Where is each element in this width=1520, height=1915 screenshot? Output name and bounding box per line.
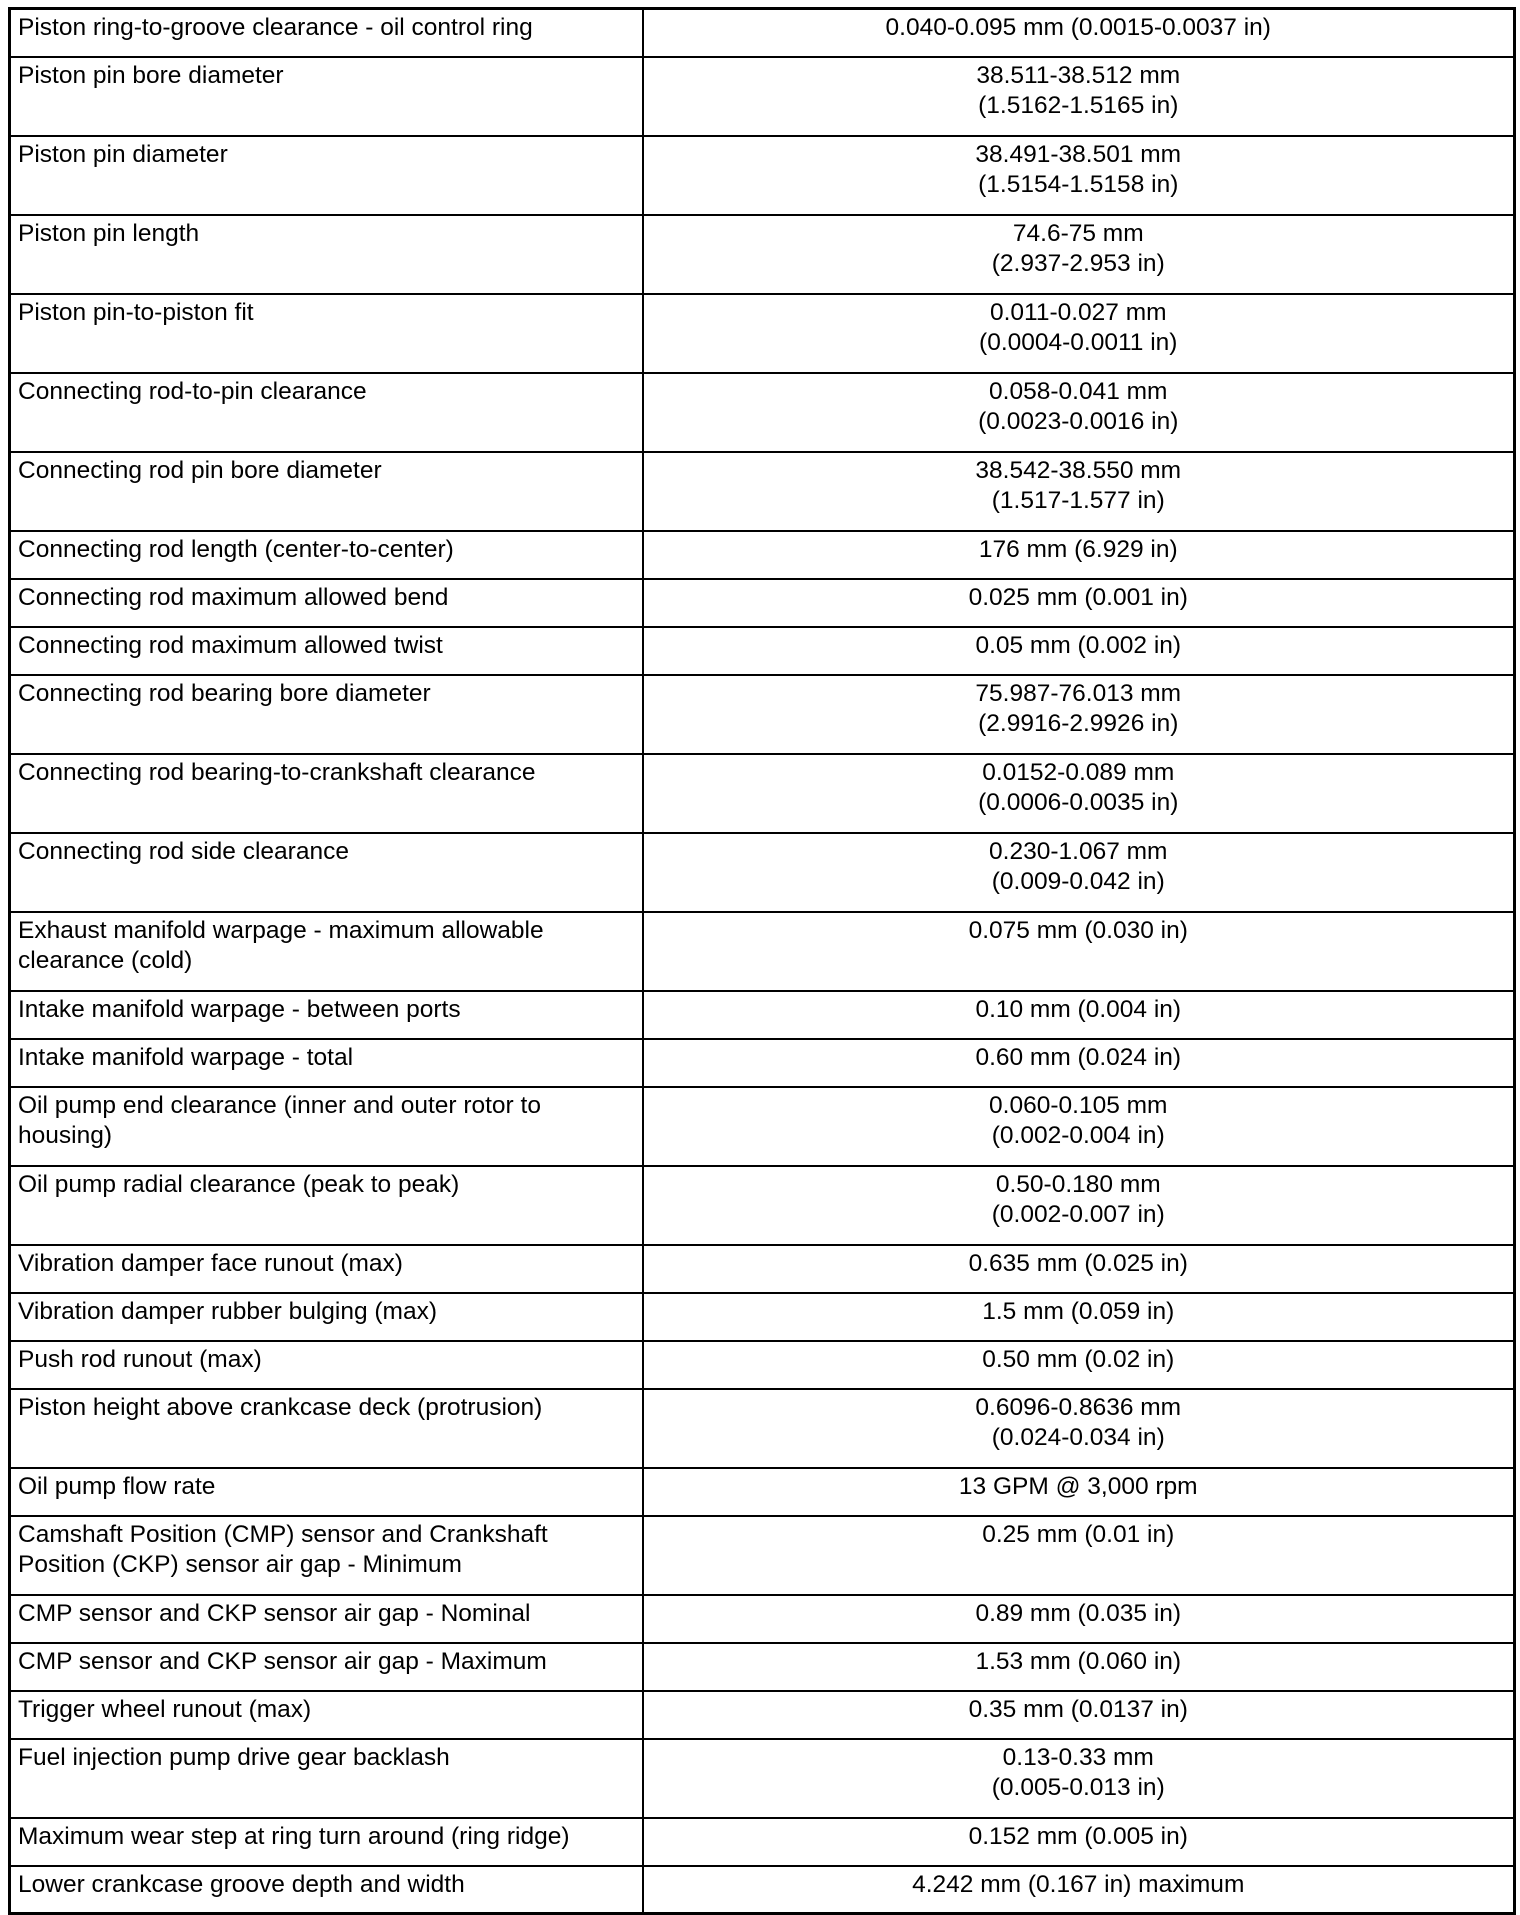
spec-parameter-label: Connecting rod maximum allowed twist: [18, 631, 443, 659]
table-row: [10, 1516, 1515, 1595]
spec-parameter-cell: [10, 991, 643, 1039]
table-row: [10, 1818, 1515, 1866]
spec-parameter-label: Piston pin diameter: [18, 140, 228, 168]
spec-value-line: 0.635 mm (0.025 in): [968, 1249, 1188, 1277]
spec-value-line: 0.058-0.041 mm: [989, 377, 1168, 405]
spec-parameter-label: Fuel injection pump drive gear backlash: [18, 1743, 450, 1771]
spec-parameter-line: housing): [18, 1121, 112, 1149]
spec-value-line: (0.024-0.034 in): [991, 1423, 1165, 1451]
spec-parameter-label: Connecting rod-to-pin clearance: [18, 377, 367, 405]
spec-parameter-cell: [10, 675, 643, 754]
spec-parameter-label: Piston height above crankcase deck (protrusion): [18, 1393, 543, 1421]
spec-parameter-cell: [10, 1389, 643, 1468]
spec-value-line: 38.511-38.512 mm: [976, 61, 1181, 89]
spec-parameter-label: CMP sensor and CKP sensor air gap - Maximum: [18, 1647, 547, 1675]
spec-parameter-line: Position (CKP) sensor air gap - Minimum: [18, 1550, 462, 1578]
spec-parameter-label: Connecting rod bearing-to-crankshaft clearance: [18, 758, 536, 786]
spec-value-line: 0.060-0.105 mm: [989, 1091, 1168, 1119]
spec-value-cell: [643, 627, 1515, 675]
spec-value-line: (0.0004-0.0011 in): [979, 328, 1178, 356]
spec-parameter-label: Vibration damper rubber bulging (max): [18, 1297, 437, 1325]
spec-value-cell: [643, 452, 1515, 531]
spec-parameter-cell: [10, 1341, 643, 1389]
spec-table-body: [10, 9, 1515, 1914]
spec-value-line: (1.5162-1.5165 in): [978, 91, 1179, 119]
spec-value-line: 0.075 mm (0.030 in): [968, 916, 1188, 944]
spec-value-line: (0.0006-0.0035 in): [978, 788, 1179, 816]
spec-value-line: 38.542-38.550 mm: [975, 456, 1182, 484]
spec-parameter-cell: [10, 531, 643, 579]
table-row: [10, 1595, 1515, 1643]
spec-value-cell: [643, 1039, 1515, 1087]
spec-value-line: (0.0023-0.0016 in): [978, 407, 1179, 435]
spec-value-line: (0.009-0.042 in): [991, 867, 1165, 895]
spec-parameter-label: Piston pin bore diameter: [18, 61, 284, 89]
table-row: [10, 1866, 1515, 1914]
spec-value-line: 0.50 mm (0.02 in): [982, 1345, 1175, 1373]
spec-value-line: 1.5 mm (0.059 in): [982, 1297, 1175, 1325]
spec-parameter-cell: [10, 1739, 643, 1818]
spec-value-cell: [643, 754, 1515, 833]
spec-parameter-label: Piston pin-to-piston fit: [18, 298, 254, 326]
spec-value-cell: [643, 1866, 1515, 1914]
spec-value-line: 0.50-0.180 mm: [995, 1170, 1161, 1198]
spec-parameter-cell: [10, 1643, 643, 1691]
table-row: [10, 531, 1515, 579]
spec-value-cell: [643, 57, 1515, 136]
spec-parameter-cell: [10, 373, 643, 452]
spec-value-cell: [643, 1516, 1515, 1595]
spec-value-line: 0.13-0.33 mm: [1002, 1743, 1154, 1771]
spec-sheet: [8, 7, 1516, 1915]
spec-value-line: 0.152 mm (0.005 in): [968, 1822, 1188, 1850]
spec-value-line: 0.6096-0.8636 mm: [975, 1393, 1182, 1421]
spec-parameter-cell: [10, 754, 643, 833]
spec-parameter-cell: [10, 1468, 643, 1516]
spec-value-cell: [643, 1468, 1515, 1516]
spec-value-cell: [643, 675, 1515, 754]
spec-value-cell: [643, 215, 1515, 294]
spec-parameter-label: CMP sensor and CKP sensor air gap - Nominal: [18, 1599, 531, 1627]
spec-value-line: 38.491-38.501 mm: [975, 140, 1182, 168]
spec-value-cell: [643, 1595, 1515, 1643]
spec-value-cell: [643, 991, 1515, 1039]
spec-value-cell: [643, 1643, 1515, 1691]
table-row: [10, 627, 1515, 675]
spec-parameter-line: Oil pump end clearance (inner and outer rotor to: [18, 1091, 541, 1119]
table-row: [10, 1739, 1515, 1818]
spec-value-line: 0.25 mm (0.01 in): [982, 1520, 1175, 1548]
engine-specifications-table: [8, 7, 1516, 1915]
spec-value-line: 1.53 mm (0.060 in): [975, 1647, 1182, 1675]
spec-value-cell: [643, 1691, 1515, 1739]
table-row: [10, 1166, 1515, 1245]
spec-value-line: 0.89 mm (0.035 in): [975, 1599, 1182, 1627]
spec-value-line: 4.242 mm (0.167 in) maximum: [912, 1870, 1245, 1898]
spec-value-line: 0.040-0.095 mm (0.0015-0.0037 in): [885, 14, 1271, 41]
table-row: [10, 1341, 1515, 1389]
spec-parameter-label: Vibration damper face runout (max): [18, 1249, 403, 1277]
spec-value-line: (1.5154-1.5158 in): [978, 170, 1179, 198]
spec-parameter-label: Piston pin length: [18, 219, 200, 247]
spec-parameter-label: Lower crankcase groove depth and width: [18, 1870, 465, 1898]
spec-parameter-label: Connecting rod length (center-to-center): [18, 535, 454, 563]
spec-value-cell: [643, 1739, 1515, 1818]
table-row: [10, 373, 1515, 452]
table-row: [10, 579, 1515, 627]
spec-value-line: 74.6-75 mm: [1012, 219, 1144, 247]
table-row: [10, 675, 1515, 754]
spec-parameter-line: Camshaft Position (CMP) sensor and Crankshaft: [18, 1520, 548, 1548]
spec-value-line: 0.011-0.027 mm: [989, 298, 1167, 326]
spec-parameter-label: Intake manifold warpage - between ports: [18, 995, 461, 1023]
spec-value-line: 0.0152-0.089 mm: [982, 758, 1175, 786]
table-row: [10, 9, 1515, 57]
spec-parameter-line: Exhaust manifold warpage - maximum allowable: [18, 916, 544, 944]
spec-parameter-label: Oil pump flow rate: [18, 1472, 216, 1500]
spec-parameter-label: Connecting rod maximum allowed bend: [18, 583, 449, 611]
spec-parameter-cell: [10, 912, 643, 991]
table-row: [10, 1087, 1515, 1166]
spec-value-cell: [643, 1389, 1515, 1468]
spec-value-line: (2.937-2.953 in): [991, 249, 1165, 277]
table-row: [10, 754, 1515, 833]
table-row: [10, 1245, 1515, 1293]
spec-parameter-cell: [10, 215, 643, 294]
spec-parameter-cell: [10, 452, 643, 531]
spec-parameter-cell: [10, 9, 643, 57]
spec-parameter-cell: [10, 1516, 643, 1595]
spec-parameter-label: Push rod runout (max): [18, 1345, 262, 1373]
spec-parameter-cell: [10, 1691, 643, 1739]
spec-parameter-cell: [10, 136, 643, 215]
spec-value-line: (0.002-0.007 in): [991, 1200, 1165, 1228]
spec-value-line: (0.005-0.013 in): [991, 1773, 1165, 1801]
spec-parameter-cell: [10, 1087, 643, 1166]
spec-value-line: 0.60 mm (0.024 in): [975, 1043, 1182, 1071]
spec-value-cell: [643, 1818, 1515, 1866]
spec-value-line: 75.987-76.013 mm: [975, 679, 1182, 707]
table-row: [10, 912, 1515, 991]
table-row: [10, 452, 1515, 531]
spec-parameter-label: Maximum wear step at ring turn around (ring ridge): [18, 1822, 570, 1850]
spec-parameter-cell: [10, 1818, 643, 1866]
spec-value-cell: [643, 1087, 1515, 1166]
spec-parameter-cell: [10, 833, 643, 912]
spec-parameter-cell: [10, 1866, 643, 1914]
spec-value-line: 0.35 mm (0.0137 in): [968, 1695, 1188, 1723]
table-row: [10, 1293, 1515, 1341]
spec-value-line: 0.05 mm (0.002 in): [975, 631, 1182, 659]
spec-parameter-label: Connecting rod bearing bore diameter: [18, 679, 431, 707]
spec-value-cell: [643, 1293, 1515, 1341]
spec-value-line: 13 GPM @ 3,000 rpm: [958, 1472, 1198, 1500]
table-row: [10, 1468, 1515, 1516]
spec-value-cell: [643, 136, 1515, 215]
table-row: [10, 136, 1515, 215]
spec-parameter-line: clearance (cold): [18, 946, 193, 974]
spec-parameter-cell: [10, 579, 643, 627]
spec-value-cell: [643, 373, 1515, 452]
table-row: [10, 1389, 1515, 1468]
spec-parameter-cell: [10, 1293, 643, 1341]
spec-value-cell: [643, 833, 1515, 912]
spec-value-line: 0.10 mm (0.004 in): [975, 995, 1182, 1023]
spec-value-line: 0.230-1.067 mm: [989, 837, 1168, 865]
spec-parameter-cell: [10, 1039, 643, 1087]
table-row: [10, 294, 1515, 373]
spec-value-line: (0.002-0.004 in): [991, 1121, 1165, 1149]
spec-parameter-cell: [10, 294, 643, 373]
spec-value-cell: [643, 531, 1515, 579]
spec-parameter-label: Intake manifold warpage - total: [18, 1043, 354, 1071]
spec-value-cell: [643, 1166, 1515, 1245]
table-row: [10, 833, 1515, 912]
spec-value-line: (2.9916-2.9926 in): [978, 709, 1179, 737]
spec-parameter-label: Piston ring-to-groove clearance - oil control ring: [18, 14, 533, 41]
spec-parameter-cell: [10, 57, 643, 136]
table-row: [10, 991, 1515, 1039]
spec-value-cell: [643, 579, 1515, 627]
spec-parameter-cell: [10, 1245, 643, 1293]
spec-parameter-cell: [10, 1166, 643, 1245]
spec-parameter-cell: [10, 627, 643, 675]
table-row: [10, 1643, 1515, 1691]
spec-parameter-cell: [10, 1595, 643, 1643]
spec-value-cell: [643, 912, 1515, 991]
spec-value-cell: [643, 294, 1515, 373]
spec-value-line: (1.517-1.577 in): [991, 486, 1165, 514]
spec-value-cell: [643, 9, 1515, 57]
spec-value-line: 176 mm (6.929 in): [978, 535, 1178, 563]
spec-parameter-label: Connecting rod pin bore diameter: [18, 456, 382, 484]
table-row: [10, 57, 1515, 136]
table-row: [10, 1039, 1515, 1087]
table-row: [10, 215, 1515, 294]
spec-parameter-label: Trigger wheel runout (max): [18, 1695, 312, 1723]
table-row: [10, 1691, 1515, 1739]
spec-value-cell: [643, 1245, 1515, 1293]
spec-parameter-label: Oil pump radial clearance (peak to peak): [18, 1170, 460, 1198]
spec-value-cell: [643, 1341, 1515, 1389]
spec-parameter-label: Connecting rod side clearance: [18, 837, 349, 865]
spec-value-line: 0.025 mm (0.001 in): [968, 583, 1188, 611]
